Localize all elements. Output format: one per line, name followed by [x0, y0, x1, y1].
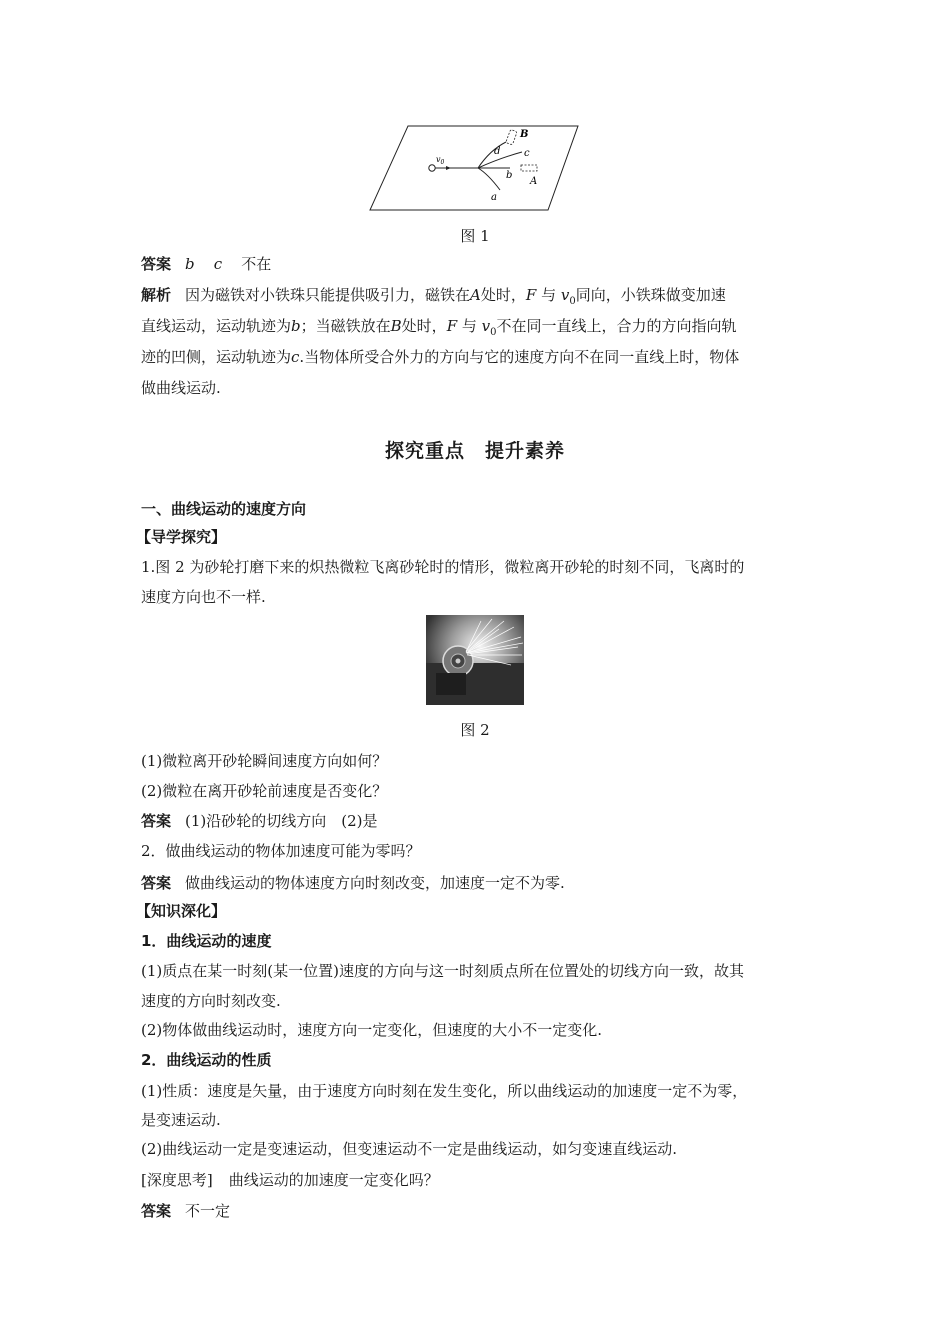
section-title: 探究重点 提升素养 [384, 440, 565, 462]
q1-line-2: 速度方向也不一样. [141, 588, 266, 606]
figure-1-caption: 图 1 [460, 227, 490, 245]
sub-question-2: (2)微粒在离开砂轮前速度是否变化？ [141, 782, 388, 800]
deep-thinking: [深度思考] 曲线运动的加速度一定变化吗？ [141, 1171, 439, 1189]
knowledge-1-p2: (2)物体做曲线运动时，速度方向一定变化，但速度的大小不一定变化. [141, 1021, 603, 1039]
v0-arrow [446, 166, 451, 170]
label-a: a [491, 192, 497, 203]
trajectory-d [478, 142, 506, 168]
knowledge-1-p1-line1: (1)质点在某一时刻(某一位置)速度的方向与这一时刻质点所在位置处的切线方向一致，故其 [141, 962, 744, 980]
iron-ball [429, 165, 435, 171]
knowledge-1-title: 1．曲线运动的速度 [141, 932, 272, 950]
q1-line-1: 1.图 2 为砂轮打磨下来的炽热微粒飞离砂轮时的情形，微粒离开砂轮的时刻不同，飞离时的 [141, 558, 745, 576]
trajectory-a [478, 168, 500, 190]
part1-heading: 一、曲线运动的速度方向 [141, 500, 307, 518]
analysis-line-1: 解析 因为磁铁对小铁珠只能提供吸引力，磁铁在A处时，F 与 $v_0$同向，小铁珠做变加速 [141, 286, 726, 307]
figure-1-diagram [360, 118, 592, 218]
analysis-line-4: 做曲线运动. [141, 379, 221, 397]
answer-3: 答案 做曲线运动的物体速度方向时刻改变，加速度一定不为零. [141, 874, 565, 892]
knowledge-heading: 【知识深化】 [136, 902, 227, 920]
deep-thinking-label: [深度思考] [141, 1171, 213, 1189]
knowledge-2-p2: (2)曲线运动一定是变速运动，但变速运动不一定是曲线运动，如匀变速直线运动. [141, 1140, 678, 1158]
label-d: d [494, 146, 501, 157]
analysis-line-3: 迹的凹侧，运动轨迹为c.当物体所受合外力的方向与它的速度方向不在同一直线上时，物体 [141, 348, 740, 366]
grinding-wheel-photo [426, 615, 524, 705]
label-B: B [520, 129, 529, 140]
label-A: A [530, 176, 538, 187]
guide-heading: 【导学探究】 [136, 528, 227, 546]
answer-label: 答案 [141, 255, 172, 273]
answer-1 [141, 253, 811, 275]
question-2: 2．做曲线运动的物体加速度可能为零吗？ [141, 842, 421, 860]
magnet-B [506, 129, 517, 145]
answer-b: b [185, 255, 195, 273]
knowledge-2-title: 2．曲线运动的性质 [141, 1051, 272, 1069]
sub-question-1: (1)微粒离开砂轮瞬间速度方向如何？ [141, 752, 388, 770]
figure-2-caption: 图 2 [460, 721, 490, 739]
label-c: c [524, 148, 530, 159]
label-b: b [506, 170, 513, 181]
analysis-label: 解析 [141, 286, 172, 304]
answer-c: c [213, 255, 223, 273]
answer-2: 答案 (1)沿砂轮的切线方向 (2)是 [141, 812, 378, 830]
knowledge-2-p1-line2: 是变速运动. [141, 1111, 221, 1129]
analysis-line-2: 直线运动，运动轨迹为b；当磁铁放在B处时，F 与 $v_0$不在同一直线上，合力的方向指向轨 [141, 317, 737, 338]
label-v0: $v_0$ [436, 155, 445, 166]
knowledge-2-p1-line1: (1)性质：速度是矢量，由于速度方向时刻在发生变化，所以曲线运动的加速度一定不为零， [141, 1082, 748, 1100]
knowledge-1-p1-line2: 速度的方向时刻改变. [141, 992, 281, 1010]
magnet-A [521, 165, 537, 171]
answer-text: 不在 [241, 255, 272, 273]
answer-4: 答案 不一定 [141, 1202, 231, 1220]
